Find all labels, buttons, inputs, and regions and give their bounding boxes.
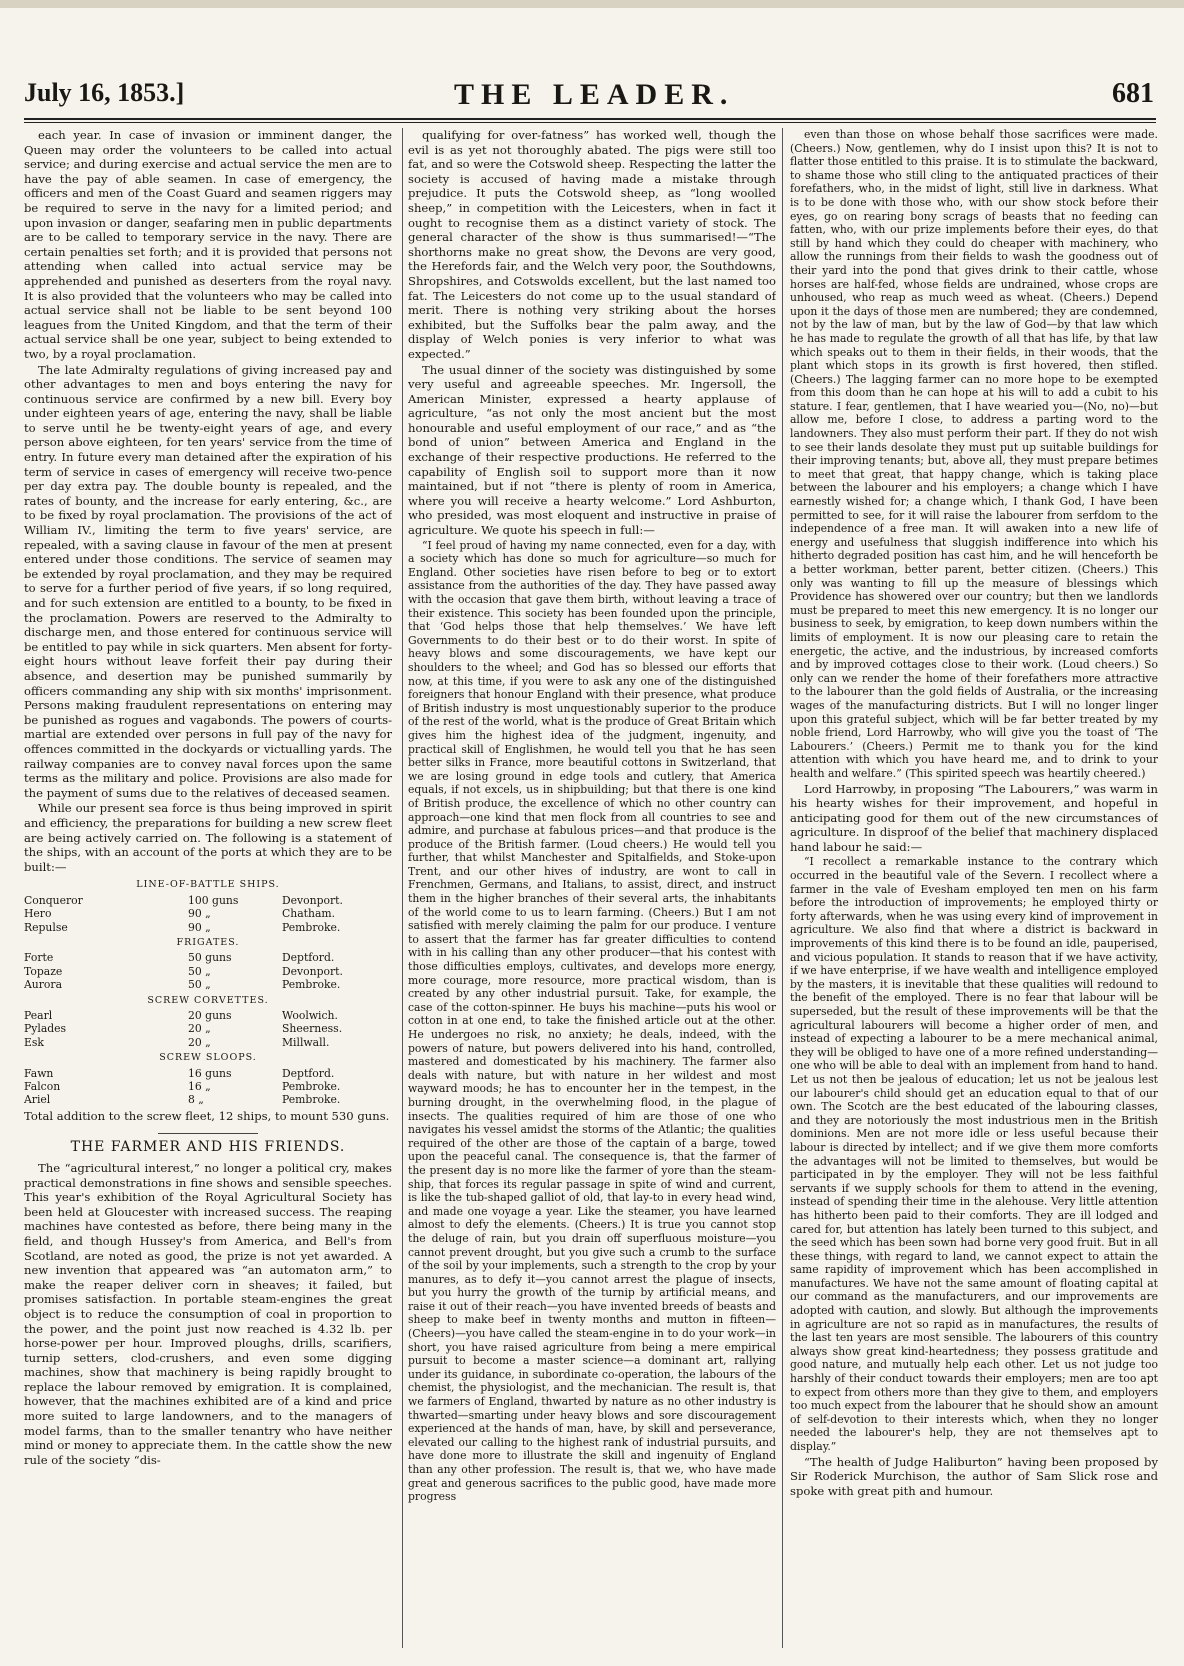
- ship-row: [24, 1093, 392, 1106]
- ship-row: [24, 1009, 392, 1022]
- article-title: THE FARMER AND HIS FRIENDS.: [70, 1139, 346, 1156]
- ship-row: [24, 921, 392, 934]
- ship-group-heading: SCREW CORVETTES.: [147, 994, 269, 1006]
- ship-name: Repulse: [24, 920, 68, 934]
- ship-guns: 16 guns: [188, 1066, 232, 1080]
- ship-total: Total addition to the screw fleet, 12 ships, to mount 530 guns.: [24, 1108, 390, 1123]
- ship-port: Sheerness.: [282, 1022, 343, 1036]
- ship-guns: 50 „: [188, 978, 211, 992]
- ship-port: Devonport.: [282, 893, 343, 907]
- ship-port: Devonport.: [282, 964, 343, 978]
- ship-row: [24, 1067, 392, 1080]
- paragraph: qualifying for over-fatness” has worked well, though the evil is as yet not thoroughly abated. The pigs were still too fat, and so were the Cotswold sheep. Respecting the latter the society is accused of having made a mistake through prejudice. It puts the Cotswold sheep, as “long woolled sheep,” in competition with the Leicesters, when in fact it ought to recognise them as a distinct variety of stock. The general character of the show is thus summarised!—“The shorthorns make no great show, the Devons are very good, the Herefords fair, and the Welch very poor, the Southdowns, Shropshires, and Cotswolds excellent, but the last named too fat. The Leicesters do not come up to the usual standard of merit. There is nothing very striking about the horses exhibited, but the Suffolks bear the palm away, and the display of Welch ponies is very inferior to what was expected.”: [408, 128, 776, 361]
- header-rule: [24, 118, 1156, 123]
- ship-group-heading: LINE-OF-BATTLE SHIPS.: [136, 879, 280, 891]
- paragraph: The usual dinner of the society was distinguished by some very useful and agreeable speeches. Mr. Ingersoll, the American Minister, expressed a hearty applause of agriculture, “as not only the most ancient but the most honourable and useful employment of our race,” and as “the bond of union” between America and England in the exchange of their respective productions. He referred to the capability of English soil to support more than it now maintained, but if not “there is plenty of room in America, where you will receive a hearty welcome.” Lord Ashburton, who presided, was most eloquent and instructive in praise of agriculture. We quote his speech in full:—: [408, 362, 776, 538]
- paragraph: While our present sea force is thus being improved in spirit and efficiency, the preparations for building a new screw fleet are being actively carried on. The following is a statement of the ships, with an account of the ports at which they are to be built:—: [24, 801, 392, 874]
- ship-row: [24, 978, 392, 991]
- ship-name: Hero: [24, 907, 52, 921]
- ship-guns: 8 „: [188, 1093, 204, 1107]
- page-header: [24, 78, 1154, 118]
- ship-name: Pylades: [24, 1022, 67, 1036]
- column-rule-1: [402, 128, 403, 1648]
- paragraph: The late Admiralty regulations of giving increased pay and other advantages to men and boys entering the navy for continuous service are confirmed by a new bill. Every boy under eighteen years of age, entering the navy, shall be liable to serve until he be twenty-eight years of age, and every person above eighteen, for ten years' service from the time of entry. In future every man detained after the expiration of his term of service in cases of emergency will receive two-pence per day extra pay. The double bounty is repealed, and the rates of bounty, and the increase for early entering, &c., are to be fixed by royal proclamation. The provisions of the act of William IV., limiting the term to five years' service, are repealed, with a saving clause in favour of the men at present entered under those conditions. The service of seamen may be extended by royal proclamation, and they may be required to serve for a further period of five years, if so long required, and for such extension are entitled to a bounty, to be fixed in the proclamation. Powers are reserved to the Admiralty to discharge men, and those entered for continuous service will be entitled to pay while in sick quarters. Men absent for forty-eight hours without leave forfeit their pay during their absence, and desertion may be punished summarily by officers commanding any ship with six months' imprisonment. Persons making fraudulent representations on entering may be punished as rogues and vagabonds. The powers of courts-martial are extended over persons in full pay of the navy for offences committed in the dockyards or victualling yards. The railway companies are to convey naval forces upon the same terms as the military and police. Provisions are also made for the payment of sums due to the relatives of deceased seamen.: [24, 362, 392, 800]
- ship-port: Pembroke.: [282, 920, 341, 934]
- ship-group-heading: FRIGATES.: [176, 936, 240, 948]
- speech-quote: even than those on whose behalf those sacrifices were made. (Cheers.) Now, gentlemen, why do I insist upon this? It is not to flatter those entitled to this praise. It is to stimulate the backward, to shame those who still cling to the antiquated practices of their forefathers, who, in the midst of light, still live in darkness. What is to be done with those who, with our show stock before their eyes, go on rearing bony scrags of beasts that no feeding can fatten, who, with our prize implements before their eyes, do that still by hand which they could do cheaper with machinery, who allow the runnings from their fields to wash the goodness out of their yard into the pond that gives drink to their cattle, whose horses are half-fed, whose fields are undrained, whose crops are unhoused, who reap as much weed as wheat. (Cheers.) Depend upon it the days of those men are numbered; they are condemned, not by the law of man, but by the law of God—by that law which he has made to regulate the growth of all that has life, by that law which speaks out to them in their fields, in their woods, that the plant which stops in its growth is first hovered, then stifled. (Cheers.) The lagging farmer can no more hope to be exempted from this doom than he can hope at his will to add a cubit to his stature. I fear, gentlemen, that I have wearied you—(No, no)—but allow me, before I close, to address a parting word to the landowners. They also must perform their part. If they do not wish to see their lands desolate they must put up suitable buildings for their improving tenants; but, above all, they must prepare betimes to meet that great, that happy change, which is taking place between the labourer and his employers; a change which I have earnestly wished for; a change which, I thank God, I have been permitted to see, for it will raise the labourer from serfdom to the independence of a free man. It will awaken into a new life of energy and usefulness that sluggish indifference into which his hitherto degraded position has cast him, and he will henceforth be a better workman, better parent, better citizen. (Cheers.) This only was wanting to fill up the measure of blessings which Providence has showered over our country; but then we landlords must be prepared to meet this new emergency. It is no longer our business to seek, by emigration, to keep down numbers within the limits of employment. It is now our pleasing care to retain the energetic, the active, and the industrious, by increased comforts and by improved cottages close to their work. (Loud cheers.) So only can we render the home of their forefathers more attractive to the labourer than the gold fields of Australia, or the increasing wages of the manufacturing districts. But I will no longer linger upon this grateful subject, which will be far better treated by my noble friend, Lord Harrowby, who will give you the toast of ‘The Labourers.’ (Cheers.) Permit me to thank you for the kind attention with which you have heard me, and to drink to your health and welfare.” (This spirited speech was heartily cheered.): [790, 128, 1158, 780]
- paragraph: each year. In case of invasion or imminent danger, the Queen may order the volunteers to be called into actual service; and during exercise and actual service the men are to have the pay of able seamen. In case of emergency, the officers and men of the Coast Guard and seamen riggers may be required to serve in the navy for a limited period; and upon invasion or danger, seafaring men in public departments are to be called to temporary service in the navy. There are certain penalties set forth; and it is provided that persons not attending when called into actual service may be apprehended and punished as deserters from the royal navy. It is also provided that the volunteers who may be called into actual service shall not be liable to be sent beyond 100 leagues from the United Kingdom, and that the term of their actual service shall be one year, subject to being extended to two, by a royal proclamation.: [24, 128, 392, 361]
- ship-group-heading: SCREW SLOOPS.: [159, 1052, 257, 1064]
- ship-name: Esk: [24, 1035, 44, 1049]
- ship-port: Deptford.: [282, 1066, 335, 1080]
- ship-name: Aurora: [24, 978, 63, 992]
- page-number: 681: [1112, 78, 1154, 109]
- scan-top-edge: [0, 0, 1184, 8]
- ship-row: [24, 1022, 392, 1035]
- paragraph: Lord Harrowby, in proposing “The Labourers,” was warm in his hearty wishes for their improvement, and hopeful in anticipating good for them out of the new circumstances of agriculture. In disproof of the belief that machinery displaced hand labour he said:—: [790, 781, 1158, 854]
- article-paragraph: The “agricultural interest,” no longer a political cry, makes practical demonstrations in fine shows and sensible speeches. This year's exhibition of the Royal Agricultural Society has been held at Gloucester with increased success. The reaping machines have contested as before, there being many in the field, and though Hussey's from America, and Bell's from Scotland, are noted as good, the prize is not yet awarded. A new invention that appeared was “an automaton arm,” to make the reaper deliver corn in sheaves; it failed, but promises satisfaction. In portable steam-engines the great object is to reduce the consumption of coal in proportion to the power, and the point just now reached is 4.32 lb. per horse-power per hour. Improved ploughs, drills, scarifiers, turnip setters, clod-crushers, and even some digging machines, show that machinery is being rapidly brought to replace the labour removed by emigration. It is complained, however, that the machines exhibited are of a kind and price more suited to large landowners, and to the managers of model farms, than to the smaller tenantry who have neither mind or money to appreciate them. In the cattle show the new rule of the society “dis-: [24, 1160, 392, 1467]
- speech-quote: “I recollect a remarkable instance to the contrary which occurred in the beautiful vale of the Severn. I recollect where a farmer in the vale of Evesham employed ten men on his farm before the introduction of improvements; he employed thirty or forty afterwards, when he was using every kind of improvement in agriculture. We also find that where a district is backward in improvements of this kind there is to be found an idle, pauperised, and vicious population. It stands to reason that if we have activity, if we have enterprise, if we have wealth and intelligence employed by the masters, it is inevitable that these qualities will redound to the benefit of the employed. There is no fear that labour will be superseded, but the result of these improvements will be that the agricultural labourers will become a higher order of men, and instead of expecting a labourer to be a mere mechanical animal, they will be obliged to have one of a more refined understanding—one who will be able to deal with an implement from hand to hand. Let us not then be jealous of education; let us not be jealous lest our labourer's child should get an education equal to that of our own. The Scotch are the best educated of the labouring classes, and they are notoriously the most industrious men in the British dominions. Men are not more idle or less useful because their labour is directed by intellect; and if we give them more comforts the advantages will not be limited to themselves, but would be participated in by the employer. They will not be less faithful servants if we supply schools for them to attend in the evening, instead of spending their time in the alehouse. Very little attention has hitherto been paid to their comforts. They are ill lodged and cared for, but attention has lately been turned to this subject, and the seed which has been sown had borne very good fruit. But in all these things, with regard to land, we cannot expect to attain the same rapidity of improvement which has been accomplished in manufactures. We have not the same amount of floating capital at our command as the manufacturers, and our improvements are adopted with caution, and slowly. But although the improvements in agriculture are not so rapid as in manufactures, the results of the last ten years are most sensible. The labourers of this country always show great kind-heartedness; they possess gratitude and good nature, and mutually help each other. Let us not judge too harshly of their conduct towards their employers; men are too apt to expect from others more than they give to them, and employers too much expect from the labourer that he should show an amount of self-devotion to their interests which, when they no longer needed the labourer's help, they are not themselves apt to display.”: [790, 855, 1158, 1453]
- ship-guns: 90 „: [188, 920, 211, 934]
- ship-name: Topaze: [24, 964, 63, 978]
- ship-guns: 50 „: [188, 964, 211, 978]
- speech-quote: “I feel proud of having my name connected, even for a day, with a society which has done so much for agriculture—so much for England. Other societies have risen before to beg or to extort assistance from the authorities of the day. They have passed away with the occasion that gave them birth, without leaving a trace of their existence. This society has been founded upon the principle, that ‘God helps those that help themselves.’ We have left Governments to do their best or to do their worst. In spite of heavy blows and some discouragements, we have kept our shoulders to the wheel; and God has so blessed our efforts that now, at this time, if you were to ask any one of the distinguished foreigners that honour England with their presence, what produce of British industry is most unquestionably superior to the produce of the rest of the world, what is the produce of Great Britain which gives him the highest idea of the judgment, ingenuity, and practical skill of Englishmen, he would tell you that he has seen better silks in France, more beautiful cottons in Switzerland, that we are losing ground in edge tools and cutlery, that America equals, if not excels, us in shipbuilding; but that there is one kind of British produce, the excellence of which no other country can approach—one kind that men flock from all countries to see and admire, and purchase at fabulous prices—and that produce is the produce of the British farmer. (Loud cheers.) He would tell you further, that whilst Manchester and Spitalfields, and Stoke-upon Trent, and our other hives of industry, are wont to call in Frenchmen, Germans, and Italians, to assist, direct, and instruct them in the higher branches of their several arts, the inhabitants of the world come to us to learn farming. (Cheers.) But I am not satisfied with merely claiming the palm for our produce. I venture to assert that the farmer has far greater difficulties to contend with in his calling than any other producer—that his contest with those difficulties employs, cultivates, and develops more energy, more courage, more resource, more practical wisdom, than is created by any other industrial pursuit. Take, for example, the case of the cotton-spinner. He buys his machine—puts his wool or cotton in at one end, to take the finished article out at the other. He undergoes no risk, no anxiety; he deals, indeed, with the powers of nature, but powers delivered into his hand, controlled, mastered and domesticated by his machinery. The farmer also deals with nature, but with nature in her wildest and most wayward moods; he has to encounter her in the tempest, in the burning drought, in the overwhelming flood, in the plague of insects. The qualities required of him are those of one who navigates his vessel amidst the storms of the Atlantic; the qualities required of the other are those of the captain of a barge, towed upon the peaceful canal. The consequence is, that the farmer of the present day is no more like the farmer of yore than the steam-ship, that forces its regular passage in spite of wind and current, is like the tub-shaped galliot of old, that lay-to in every head wind, and made one voyage a year. Like the steamer, you have learned almost to defy the elements. (Cheers.) It is true you cannot stop the deluge of rain, but you drain off superfluous moisture—you cannot prevent drought, but you give such a crumb to the surface of the soil by your implements, such a strength to the crop by your manures, as to defy it—you cannot arrest the plague of insects, but you hurry the growth of the turnip by artificial means, and raise it out of their reach—you have invented breeds of beasts and sheep to make beef in twenty months and mutton in fifteen—(Cheers)—you have called the steam-engine in to do your work—in short, you have raised agriculture from being a mere empirical pursuit to become a master science—a dominant art, rallying under its guidance, in subordinate co-operation, the labours of the chemist, the physiologist, and the mechanician. The result is, that we farmers of England, thwarted by nature as no other industry is thwarted—smarting under heavy blows and sore discouragement experienced at the hands of man, have, by skill and perseverance, elevated our calling to the highest rank of industrial pursuits, and have done more to illustrate the skill and ingenuity of England than any other profession. The result is, that we, who have made great and generous sacrifices to the public good, have made more progress: [408, 538, 776, 1504]
- ship-guns: 100 guns: [188, 893, 239, 907]
- article-divider: [158, 1133, 258, 1134]
- ship-port: Pembroke.: [282, 1093, 341, 1107]
- ship-guns: 50 guns: [188, 951, 232, 965]
- column-3: [790, 128, 1158, 1656]
- ship-port: Millwall.: [282, 1035, 330, 1049]
- ship-guns: 20 „: [188, 1035, 211, 1049]
- ship-guns: 20 guns: [188, 1008, 232, 1022]
- ship-port: Woolwich.: [282, 1008, 338, 1022]
- ship-row: [24, 894, 392, 907]
- ship-name: Falcon: [24, 1079, 61, 1093]
- ship-guns: 20 „: [188, 1022, 211, 1036]
- ship-port: Pembroke.: [282, 1079, 341, 1093]
- ship-row: [24, 907, 392, 920]
- ship-row: [24, 965, 392, 978]
- ship-name: Forte: [24, 951, 54, 965]
- masthead-title: THE LEADER.: [454, 78, 735, 111]
- ship-port: Deptford.: [282, 951, 335, 965]
- column-2: [408, 128, 776, 1656]
- ship-row: [24, 1080, 392, 1093]
- issue-date: July 16, 1853.]: [24, 78, 185, 107]
- column-rule-2: [782, 128, 783, 1648]
- ship-name: Conqueror: [24, 893, 83, 907]
- ship-guns: 16 „: [188, 1079, 211, 1093]
- ship-list: [24, 878, 392, 1107]
- ship-name: Fawn: [24, 1066, 54, 1080]
- ship-port: Chatham.: [282, 907, 336, 921]
- ship-row: [24, 1036, 392, 1049]
- ship-guns: 90 „: [188, 907, 211, 921]
- ship-port: Pembroke.: [282, 978, 341, 992]
- column-1: [24, 128, 392, 1656]
- paragraph: “The health of Judge Haliburton” having been proposed by Sir Roderick Murchison, the author of Sam Slick rose and spoke with great pith and humour.: [790, 1454, 1158, 1498]
- ship-name: Pearl: [24, 1008, 53, 1022]
- ship-row: [24, 951, 392, 964]
- ship-name: Ariel: [24, 1093, 51, 1107]
